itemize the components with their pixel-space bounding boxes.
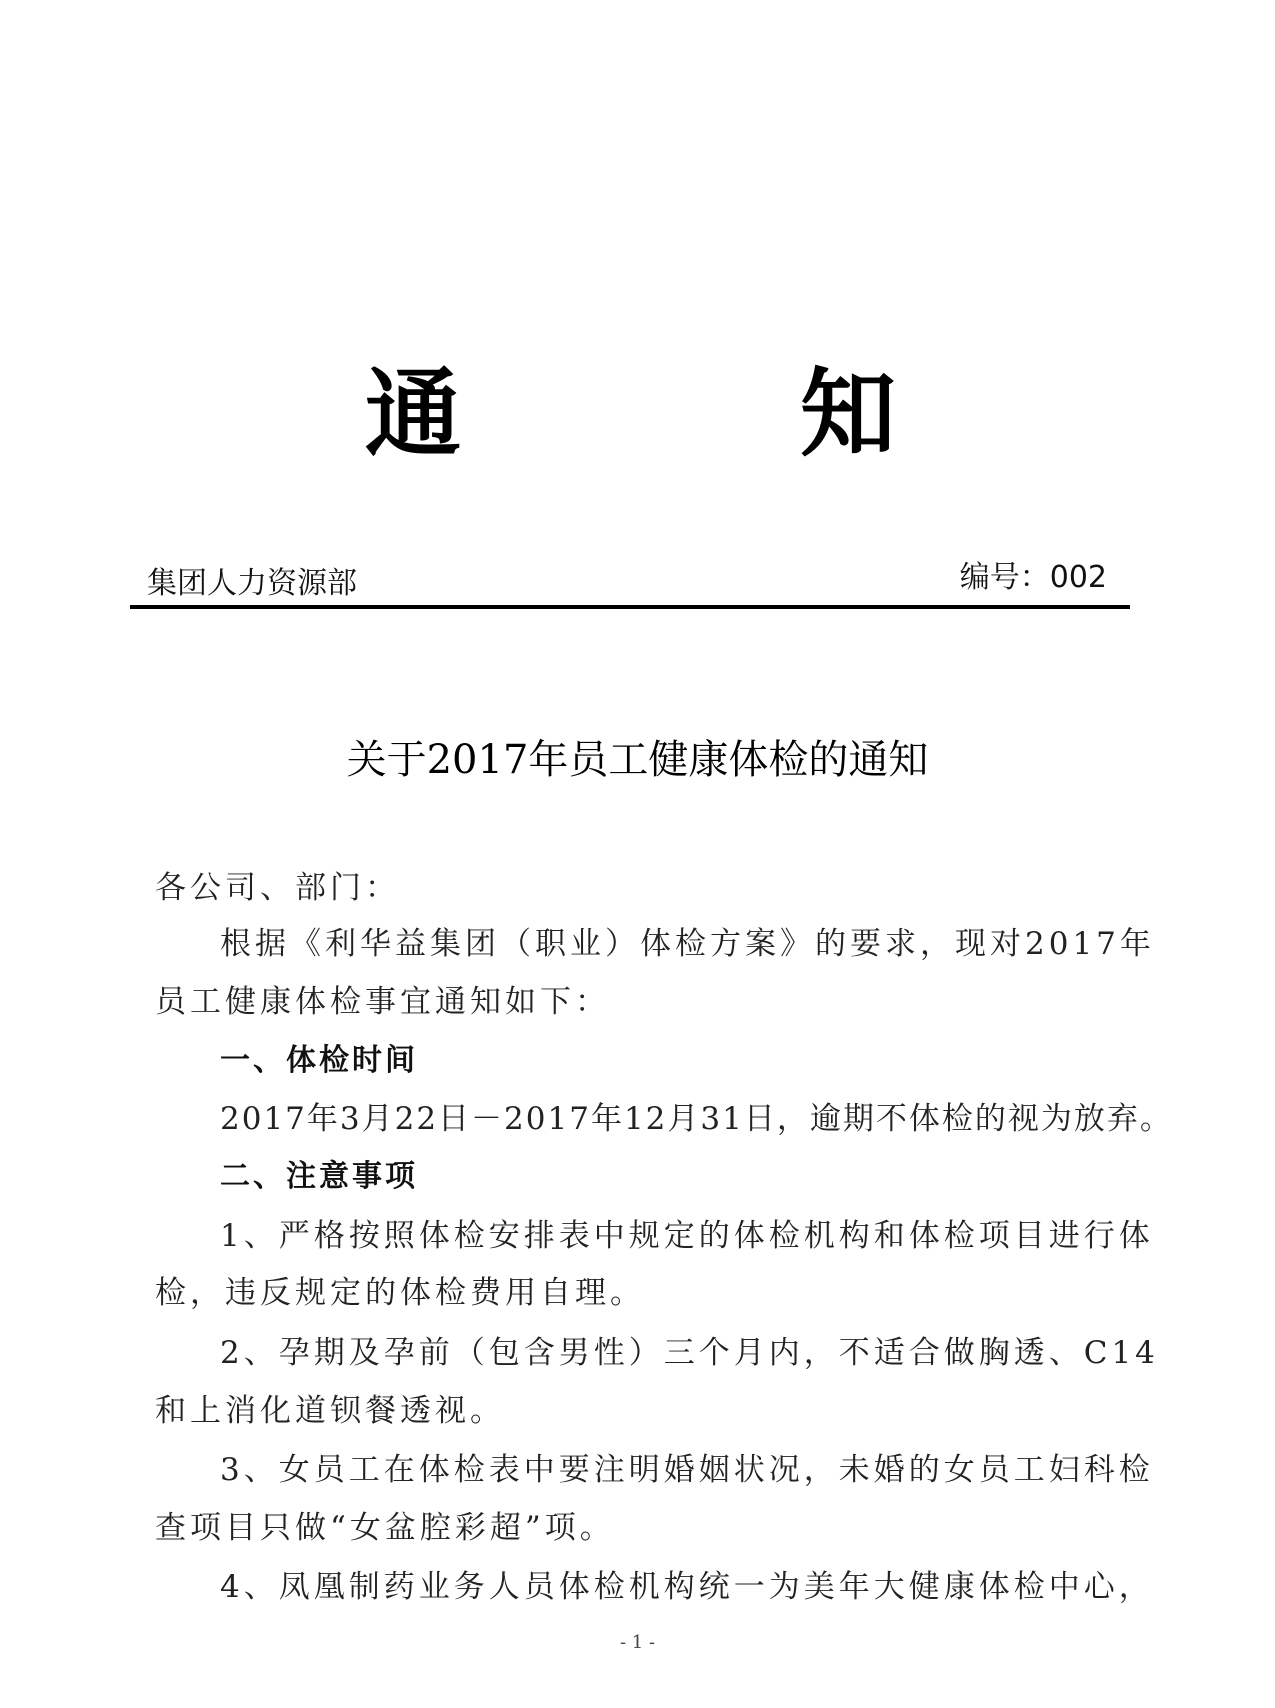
item-3-line-2: 查项目只做“女盆腔彩超”项。 bbox=[155, 1510, 615, 1546]
issuing-department: 集团人力资源部 bbox=[147, 566, 357, 601]
document-number: 编号：002 bbox=[959, 560, 1107, 595]
item-2-line-2: 和上消化道钡餐透视。 bbox=[155, 1393, 505, 1429]
greeting: 各公司、部门： bbox=[155, 870, 400, 906]
paragraph-1-line-2: 员工健康体检事宜通知如下： bbox=[155, 984, 610, 1020]
item-1-line-1: 1、严格按照体检安排表中规定的体检机构和体检项目进行体 bbox=[220, 1218, 1154, 1254]
page-number: - 1 - bbox=[619, 1632, 656, 1653]
notice-heading-char-2: 知 bbox=[800, 357, 896, 470]
paragraph-1-line-1: 根据《利华益集团（职业）体检方案》的要求，现对2017年 bbox=[220, 926, 1155, 962]
item-1-line-2: 检，违反规定的体检费用自理。 bbox=[155, 1275, 645, 1311]
notice-heading-char-1: 通 bbox=[365, 357, 461, 470]
time-range-line: 2017年3月22日－2017年12月31日，逾期不体检的视为放弃。 bbox=[220, 1101, 1173, 1137]
document-title: 关于2017年员工健康体检的通知 bbox=[346, 737, 929, 783]
item-4-line-1: 4、凤凰制药业务人员体检机构统一为美年大健康体检中心， bbox=[220, 1569, 1154, 1605]
item-3-line-1: 3、女员工在体检表中要注明婚姻状况，未婚的女员工妇科检 bbox=[220, 1452, 1154, 1488]
header-rule bbox=[130, 605, 1130, 609]
item-2-line-1: 2、孕期及孕前（包含男性）三个月内，不适合做胸透、C14 bbox=[220, 1335, 1159, 1371]
section-heading-1: 一、体检时间 bbox=[220, 1043, 418, 1078]
section-heading-2: 二、注意事项 bbox=[220, 1159, 418, 1194]
